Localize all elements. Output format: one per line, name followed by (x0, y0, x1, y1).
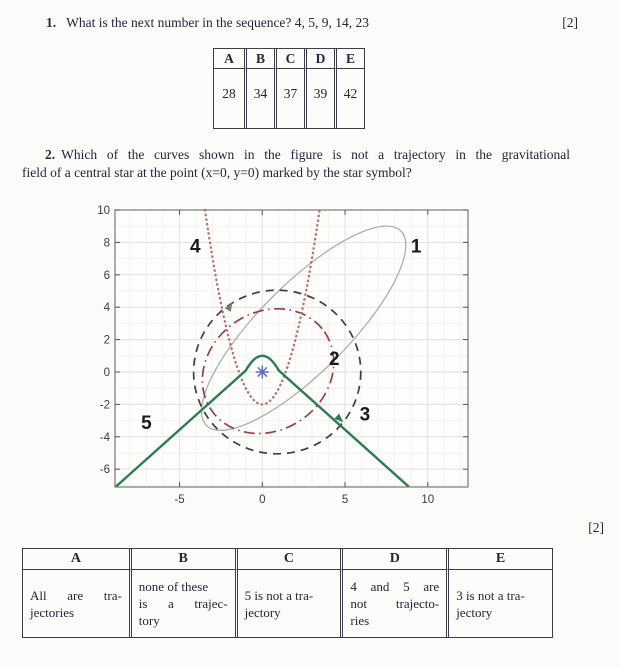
x-tick-label: 0 (259, 494, 266, 506)
question-1-text: What is the next number in the sequence? 4, 5, 9, 14, 23 (66, 15, 370, 30)
question-2-text-a: Which of the curves shown in the figure is not a trajectory in the gravitational (61, 147, 570, 162)
curve-label-5: 5 (141, 413, 152, 435)
answer-line: not trajecto- (350, 596, 440, 611)
answer-cell-C (235, 570, 341, 637)
question-2-answers-table (22, 548, 553, 638)
answer-cell-B (129, 570, 235, 637)
option-header: B (244, 49, 274, 69)
table-header-row (214, 49, 364, 69)
answer-header: D (340, 549, 446, 570)
table-answer-row (23, 570, 552, 637)
answer-header: B (129, 549, 235, 570)
trajectory-figure (85, 205, 480, 515)
question-1-options-table (213, 48, 365, 129)
y-tick-label: 6 (103, 269, 110, 282)
option-value: 34 (244, 69, 274, 128)
table-value-row (214, 69, 364, 128)
question-2-mark: [2] (588, 520, 604, 535)
x-tick-label: 5 (341, 494, 349, 506)
curve-label-1: 1 (410, 236, 422, 258)
y-tick-label: -6 (99, 464, 110, 477)
option-header: A (214, 49, 244, 69)
y-tick-label: 8 (103, 237, 110, 250)
question-1-mark: [2] (562, 15, 578, 30)
option-value: 37 (274, 69, 304, 128)
answer-cell-A (23, 570, 129, 637)
answer-line: All are tra- (30, 587, 122, 603)
y-tick-label: 0 (103, 366, 110, 379)
option-header: C (274, 49, 304, 69)
x-tick-label: 10 (421, 494, 435, 506)
option-value: 28 (222, 85, 236, 101)
answer-line: 5 is not a tra- (244, 587, 314, 603)
answer-line: jectories (30, 604, 75, 620)
question-2-line2: field of a central star at the point (x=0, y=0) marked by the star symbol? (22, 165, 412, 180)
y-tick-label: -2 (99, 399, 110, 412)
question-2-line1 (22, 146, 570, 164)
answer-cell-D (340, 570, 446, 637)
option-value: 42 (334, 69, 364, 128)
answer-line: jectory (244, 604, 281, 620)
question-2 (22, 146, 570, 182)
answer-line: ries (350, 613, 370, 628)
answer-cell-E (446, 570, 552, 637)
option-header: E (334, 49, 364, 69)
answer-line: 4 and 5 are (350, 579, 440, 594)
y-tick-label: 2 (103, 334, 110, 347)
trajectory-plot (85, 205, 480, 515)
option-value: 39 (304, 69, 334, 128)
question-1 (46, 15, 578, 31)
option-header: D (304, 49, 334, 69)
question-2-number: 2. (45, 147, 56, 162)
curve-label-3: 3 (359, 404, 371, 426)
x-tick-label: -5 (174, 494, 185, 506)
y-tick-label: 10 (97, 205, 110, 217)
answer-line: tory (138, 613, 160, 628)
answer-header: C (235, 549, 341, 570)
curve-label-2: 2 (328, 349, 340, 371)
curve-label-4: 4 (189, 236, 201, 258)
y-tick-label: 4 (103, 302, 110, 315)
answer-line: is a trajec- (138, 596, 228, 611)
answer-line: none of these (138, 579, 209, 594)
answer-header: A (23, 549, 129, 570)
y-tick-label: -4 (99, 431, 110, 444)
answer-header: E (446, 549, 552, 570)
answer-line: jectory (456, 604, 493, 620)
table-header-row (23, 549, 552, 570)
answer-line: 3 is not a tra- (456, 587, 525, 603)
star-marker-icon (256, 365, 269, 378)
question-1-number: 1. (46, 15, 57, 30)
